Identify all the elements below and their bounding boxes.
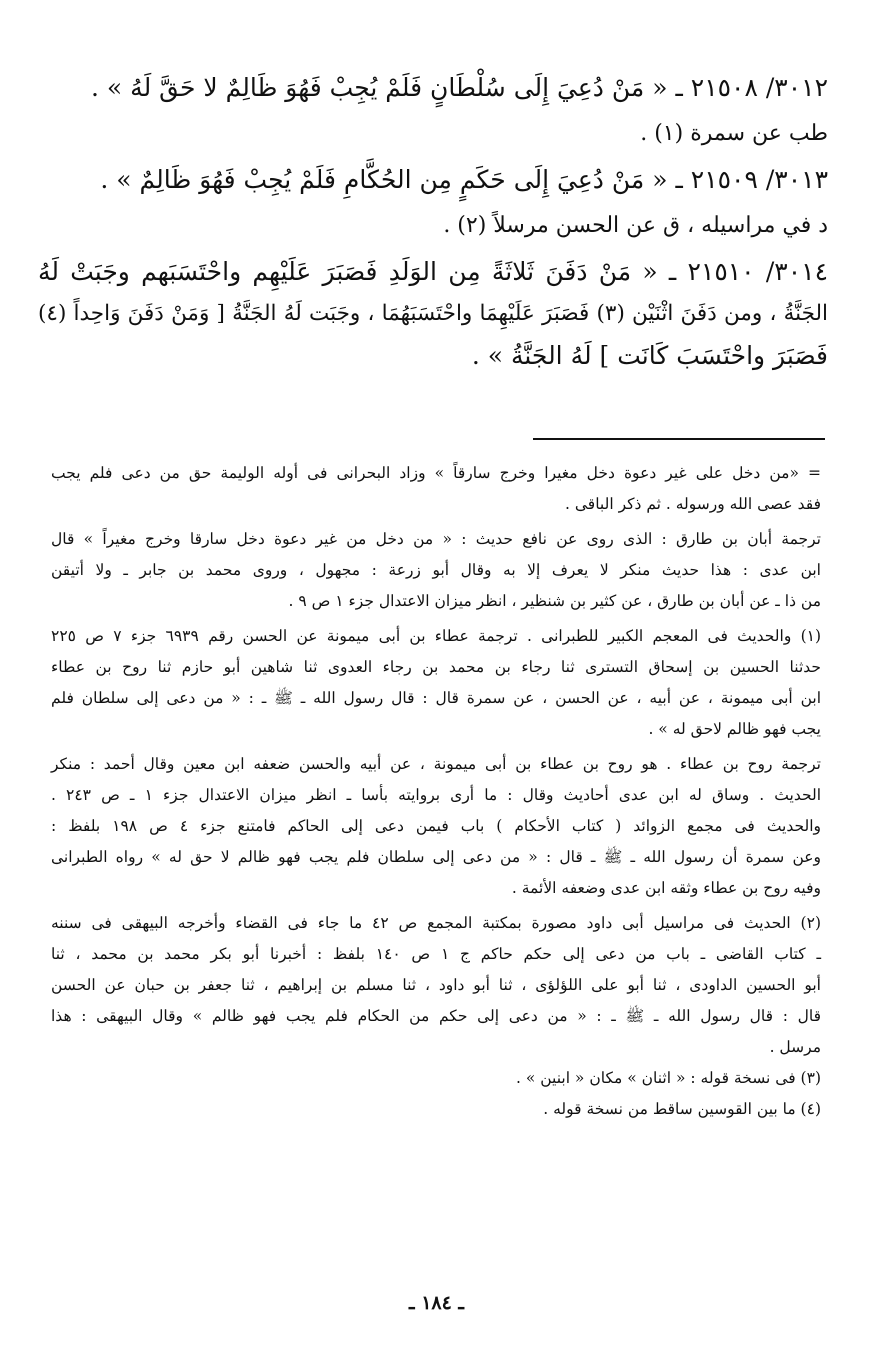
footnote-1-line: ترجمة روح بن عطاء . هو روح بن عطاء بن أبى ميمونة ، عن أبيه والحسن ضعفه ابن معين وقال أحمد : منكر: [51, 755, 821, 773]
footnote-continuation-line: ابن عدى : هذا حديث منكر لا يعرف إلا به وقال أبو زرعة : مجهول ، وروى محمد بن جابر ـ ولا أتيقن: [51, 561, 821, 579]
hadith-3014-line-3: فَصَبَرَ واحْتَسَبَ كَانَت ] لَهُ الجَنَّةُ » .: [471, 341, 828, 370]
footnote-2-line: قال : قال رسول الله ـ ﷺ ـ : « من دعى إلى حكم من الحكام فلم يجب فهو ظالم » وقال البيهقى : هذا: [51, 1007, 821, 1025]
footnote-1-line: وفيه روح بن عطاء وثقه ابن عدى وضعفه الأئمة .: [511, 879, 821, 897]
footnote-1-line: حدثنا الحسين بن إسحاق التسترى ثنا رجاء بن محمد بن رجاء العدوى ثنا شاهين أبو حازم ثنا روح بن عطاء: [51, 658, 821, 676]
hadith-3013: ٣٠١٣/ ٢١٥٠٩ ـ « مَنْ دُعِيَ إِلَى حَكَمٍ مِن الحُكَّامِ فَلَمْ يُجِبْ فَهُوَ ظَالِمٌ » .: [100, 165, 828, 194]
footnote-3: (٣) فى نسخة قوله : « اثنان » مكان « ابنين » .: [515, 1069, 821, 1087]
footnote-1-line: (١) والحديث فى المعجم الكبير للطبرانى . ترجمة عطاء بن أبى ميمونة عن الحسن رقم ٦٩٣٩ جزء ٧ ص ٢٢٥: [51, 627, 822, 645]
footnote-1-line: الحديث . وساق له ابن عدى أحاديث وقال : ما أرى بروايته بأسا ـ انظر ميزان الاعتدال جزء ١ ـ ص ٢٤٣ .: [51, 786, 822, 804]
hadith-section: [38, 72, 828, 382]
footnote-2-line: أبو الحسين الداودى ، ثنا أبو على اللؤلؤى ، ثنا أبو داود ، ثنا مسلم بن إبراهيم ، ثنا جعفر بن حبان عن الحسن: [51, 976, 821, 994]
hadith-3014-line-1: ٣٠١٤/ ٢١٥١٠ ـ « مَنْ دَفَنَ ثَلاثَةً مِن الوَلَدِ فَصَبَرَ عَلَيْهِم واحْتَسَبَهم وجَبَتْ لَهُ: [38, 257, 828, 286]
footnote-continuation-line: فقد عصى الله ورسوله . ثم ذكر الباقى .: [565, 495, 821, 513]
hadith-3012-source: طب عن سمرة (١) .: [640, 121, 828, 146]
page-number: ـ ١٨٤ ـ: [409, 1292, 464, 1314]
footnotes-section: [51, 458, 821, 1125]
footnote-1-line: والحديث فى مجمع الزوائد ( كتاب الأحكام ) باب فيمن دعى إلى الحاكم فامتنع جزء ٤ ص ١٩٨ بلفظ :: [51, 817, 822, 835]
footnote-continuation-line: من ذا ـ عن أبان بن طارق ، عن كثير بن شنظير ، انظر ميزان الاعتدال جزء ١ ص ٩ .: [288, 592, 821, 610]
footnote-2-line: مرسل .: [769, 1038, 821, 1056]
footnote-4: (٤) ما بين القوسين ساقط من نسخة قوله .: [543, 1100, 821, 1118]
footnote-1-line: وعن سمرة أن رسول الله ـ ﷺ ـ قال : « من دعى إلى سلطان فلم يجب فهو ظالم لا حق له » رواه الطبرانى: [51, 848, 821, 866]
hadith-3014-line-2: الجَنَّةُ ، ومن دَفَنَ اثْنَيْن (٣) فَصَبَرَ عَلَيْهِمَا واحْتَسَبَهُمَا ، وجَبَت لَهُ الجَنَّةُ [ وَمَنْ دَفَنَ وَاحِداً (٤): [38, 301, 828, 326]
footnote-1-line: ابن أبى ميمونة ، عن أبيه ، عن الحسن ، عن سمرة قال : قال رسول الله ـ ﷺ ـ : « من دعى إلى سلطان فلم: [51, 689, 821, 707]
footnote-1-line: يجب فهو ظالم لاحق له » .: [648, 720, 821, 738]
hadith-3012: ٣٠١٢/ ٢١٥٠٨ ـ « مَنْ دُعِيَ إِلَى سُلْطَانٍ فَلَمْ يُجِبْ فَهُوَ ظَالِمٌ لا حَقَّ لَهُ » .: [91, 73, 828, 102]
footnote-2-line: (٢) الحديث فى مراسيل أبى داود مصورة بمكتبة المجمع ص ٤٢ ما جاء فى القضاء وأخرجه البيهقى فى سننه: [51, 914, 821, 932]
footnote-divider: [533, 438, 825, 440]
footnote-continuation-line: ترجمة أبان بن طارق : الذى روى عن نافع حديث : « من دخل من غير دعوة دخل سارقا وخرج مغيراً » قال: [51, 530, 821, 548]
hadith-3013-source: د في مراسيله ، ق عن الحسن مرسلاً (٢) .: [443, 213, 828, 238]
footnote-2-line: ـ كتاب القاضى ـ باب من دعى إلى حكم حاكم ج ١ ص ١٤٠ بلفظ : أخبرنا أبو بكر محمد بن محمد ، ثنا: [51, 945, 821, 963]
footnote-continuation-line: = «من دخل على غير دعوة دخل مغيرا وخرج سارقاً » وزاد البحرانى فى أوله الوليمة حق من دعى فلم يجب: [51, 464, 821, 482]
